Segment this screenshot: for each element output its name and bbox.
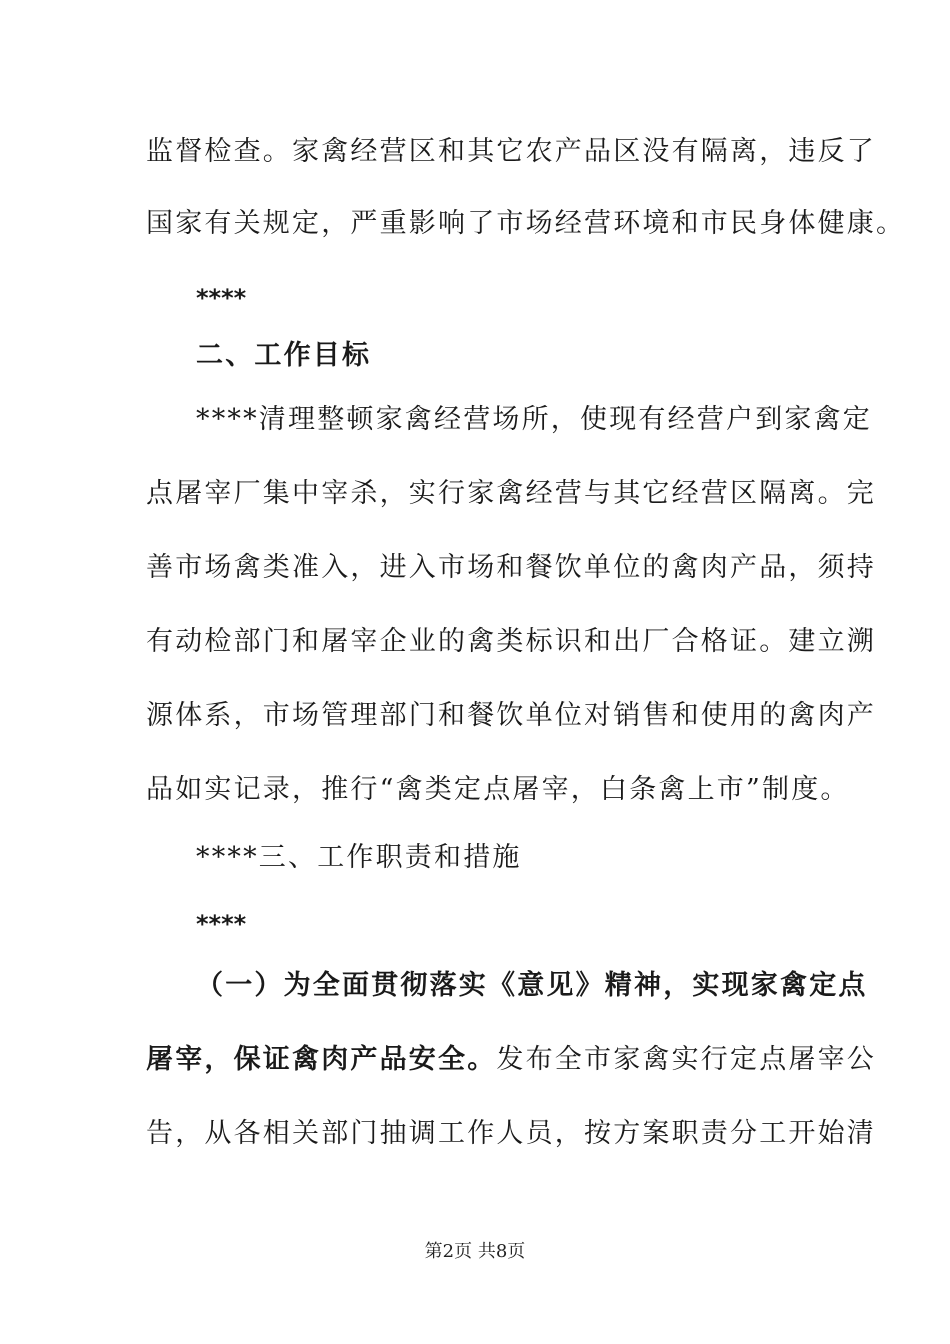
separator-stars-1: ****: [196, 284, 247, 312]
body-line-7: 源体系，市场管理部门和餐饮单位对销售和使用的禽肉产: [146, 700, 876, 731]
subsection-heading-1: （一）为全面贯彻落实《意见》精神，实现家禽定点: [196, 970, 868, 1001]
body-line-5: 善市场禽类准入，进入市场和餐饮单位的禽肉产品，须持: [146, 552, 876, 583]
body-line-6: 有动检部门和屠宰企业的禽类标识和出厂合格证。建立溯: [146, 626, 876, 657]
subsection-heading-1-cont: 屠宰，保证禽肉产品安全。: [146, 1044, 497, 1075]
body-line-9-text: 发布全市家禽实行定点屠宰公: [496, 1044, 877, 1075]
page-number-footer: 第2页 共8页: [424, 1241, 526, 1262]
section-heading-duties: ****三、工作职责和措施: [196, 842, 522, 873]
body-line-3: ****清理整顿家禽经营场所，使现有经营户到家禽定: [196, 404, 872, 435]
body-line-2: 国家有关规定，严重影响了市场经营环境和市民身体健康。: [146, 208, 906, 239]
section-heading-goals: 二、工作目标: [196, 340, 372, 371]
body-line-1: 监督检查。家禽经营区和其它农产品区没有隔离，违反了: [146, 136, 876, 167]
body-line-9: [146, 1042, 877, 1078]
body-line-4: 点屠宰厂集中宰杀，实行家禽经营与其它经营区隔离。完: [146, 478, 876, 509]
separator-stars-2: ****: [196, 910, 247, 938]
body-line-10: 告，从各相关部门抽调工作人员，按方案职责分工开始清: [146, 1118, 876, 1149]
body-line-8: 品如实记录，推行“禽类定点屠宰，白条禽上市”制度。: [146, 774, 850, 805]
